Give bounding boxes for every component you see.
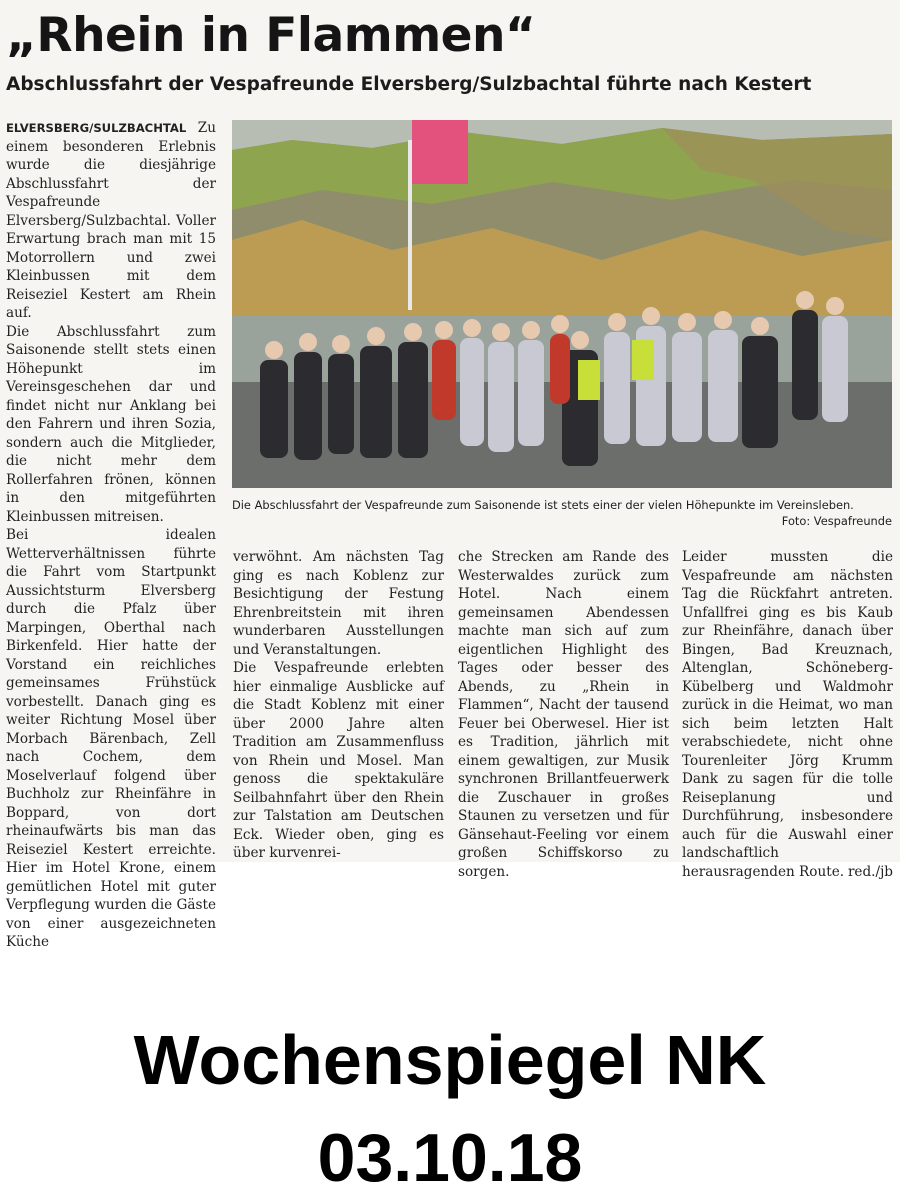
article-paragraph: verwöhnt. Am nächsten Tag ging es nach Koblenz zur Besichtigung der Festung Ehrenbreitstein mit ihren wunderbaren Ausstellungen und Veranstaltungen. [233,549,444,658]
photo-caption-block [232,497,892,528]
publication-date: 03.10.18 [317,1120,583,1196]
article-column-1 [6,119,216,952]
photo-caption: Die Abschlussfahrt der Vespafreunde zum Saisonende ist stets einer der vielen Höhepunkte im Vereinsleben. [232,498,854,512]
publication-name: Wochenspiegel NK [133,1021,767,1099]
group-photo-illustration [232,120,892,488]
article-paragraph: Bei idealen Wetterverhältnissen führte die Fahrt vom Startpunkt Aussichtsturm Elversberg durch die Pfalz über Marpingen, Oberthal nach Birkenfeld. Hier hatte der Vorstand ein reichliches gemeinsames Frühstück vorbestellt. Danach ging es weiter Richtung Mosel über Morbach Bärenbach, Zell nach Cochem, dem Moselverlauf folgend über Buchholz zur Rheinfähre in Boppard, von dort rheinaufwärts bis man das Reiseziel Kestert erreichte. Hier im Hotel Krone, einem gemütlichen Hotel mit guter Verpflegung wurden die Gäste von einer ausgezeichneten Küche [6,527,216,950]
article-paragraph: che Strecken am Rande des Westerwaldes zurück zum Hotel. Nach einem gemeinsamen Abendessen machte man sich auf zum eigentlichen Highlight des Tages oder besser des Abends, zu „Rhein in Flammen“, Nacht der tausend Feuer bei Oberwesel. Hier ist es Tradition, jährlich mit einem gewaltigen, zur Musik synchronen Brillantfeuerwerk die Zuschauer in großes Staunen zu versetzen und für Gänsehaut-Feeling vor einem großen Schiffskorso zu sorgen. [458,549,669,880]
article-column-2 [233,548,444,863]
article-subheadline: Abschlussfahrt der Vespafreunde Elversberg/Sulzbachtal führte nach Kestert [6,74,812,95]
article-dateline: ELVERSBERG/SULZBACHTAL [6,121,187,135]
article-paragraph: Die Vespafreunde erlebten hier einmalige Ausblicke auf die Stadt Koblenz mit einer über 2000 Jahre alten Tradition am Zusammenfluss von Rhein und Mosel. Man genoss die spektakuläre Seilbahnfahrt über den Rhein zur Talstation am Deutschen Eck. Wieder oben, ging es über kurvenrei- [233,660,444,861]
photo-credit: Foto: Vespafreunde [781,514,892,528]
article-headline: „Rhein in Flammen“ [6,8,536,63]
article-column-3 [458,548,669,881]
article-paragraph: ELVERSBERG/SULZBACHTAL Zu einem besonderen Erlebnis wurde die diesjährige Abschlussfahrt der Vespafreunde Elversberg/Sulzbachtal. Voller Erwartung brach man mit 15 Motorrollern und zwei Kleinbussen mit dem Reiseziel Kestert am Rhein auf. [6,120,216,321]
article-signature: red./jb [847,863,893,880]
article-column-4 [682,548,893,881]
article-photo [232,120,892,488]
article-paragraph: Die Abschlussfahrt zum Saisonende stellt stets einen Höhepunkt im Vereinsgeschehen dar und findet nicht nur Anklang bei den Fahrern und ihren Sozia, sondern auch die Mitglieder, die nicht mehr dem Rollerfahren frönen, können in den mitgeführten Kleinbussen mitreisen. [6,323,216,525]
article-paragraph: Leider mussten die Vespafreunde am nächsten Tag die Rückfahrt antreten. Unfallfrei ging es bis Kaub zur Rheinfähre, danach über Bingen, Bad Kreuznach, Altenglan, Schöneberg-Kübelberg und Waldmohr zurück in die Heimat, wo man sich beim letzten Halt verabschiedete, nicht ohne Tourenleiter Jörg Krumm Dank zu sagen für die tolle Reiseplanung und Durchführung, insbesondere auch für die Auswahl einer landschaftlich herausragenden Route. red./jb [682,549,893,880]
